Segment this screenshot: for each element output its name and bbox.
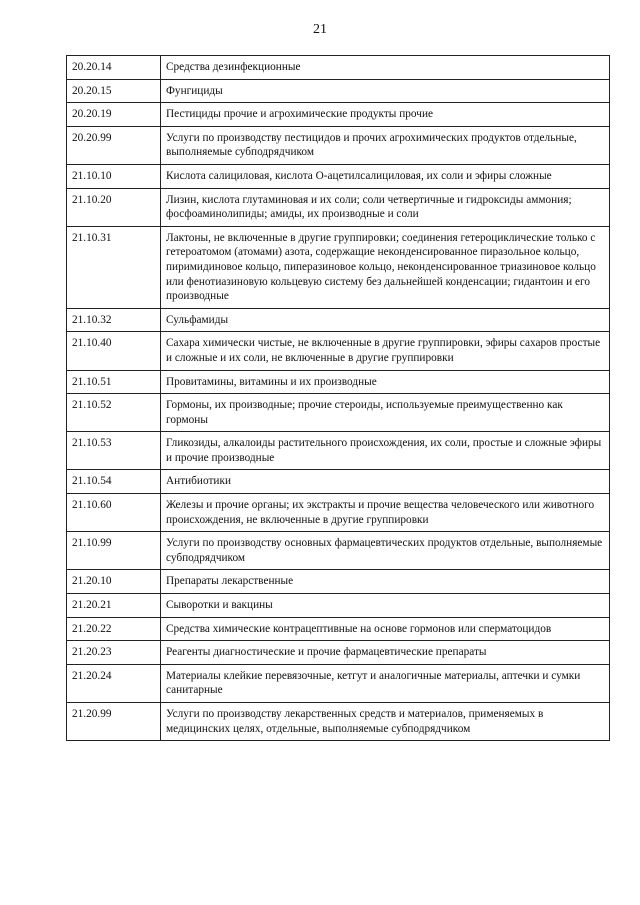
row-code: 21.10.54 (67, 470, 161, 494)
row-description: Услуги по производству основных фармацевтических продуктов отдельные, выполняемые субподрядчиком (161, 532, 610, 570)
row-description: Средства химические контрацептивные на основе гормонов или сперматоцидов (161, 617, 610, 641)
row-code: 20.20.99 (67, 126, 161, 164)
table-row (67, 470, 610, 494)
table-row (67, 103, 610, 127)
row-code: 21.10.31 (67, 226, 161, 308)
row-description: Антибиотики (161, 470, 610, 494)
classification-table (66, 55, 610, 741)
row-description: Пестициды прочие и агрохимические продукты прочие (161, 103, 610, 127)
table-row (67, 617, 610, 641)
table-row (67, 532, 610, 570)
row-code: 21.20.24 (67, 664, 161, 702)
row-code: 21.20.21 (67, 594, 161, 618)
table-row (67, 226, 610, 308)
row-code: 21.20.10 (67, 570, 161, 594)
table-row (67, 594, 610, 618)
row-code: 21.10.20 (67, 188, 161, 226)
row-code: 21.10.32 (67, 308, 161, 332)
table-row (67, 394, 610, 432)
row-description: Сульфамиды (161, 308, 610, 332)
page-number: 21 (313, 22, 327, 37)
row-code: 20.20.19 (67, 103, 161, 127)
table-row (67, 308, 610, 332)
row-code: 21.20.22 (67, 617, 161, 641)
table-row (67, 664, 610, 702)
row-description: Реагенты диагностические и прочие фармацевтические препараты (161, 641, 610, 665)
row-description: Услуги по производству пестицидов и прочих агрохимических продуктов отдельные, выполняемые субподрядчиком (161, 126, 610, 164)
row-code: 21.20.23 (67, 641, 161, 665)
table-row (67, 370, 610, 394)
row-description: Гормоны, их производные; прочие стероиды, используемые преимущественно как гормоны (161, 394, 610, 432)
table-row (67, 56, 610, 80)
row-code: 20.20.14 (67, 56, 161, 80)
table-row (67, 332, 610, 370)
row-code: 21.10.99 (67, 532, 161, 570)
table-row (67, 164, 610, 188)
row-description: Железы и прочие органы; их экстракты и прочие вещества человеческого или животного происхождения, не включенные в другие группировки (161, 494, 610, 532)
table-body (67, 56, 610, 741)
table-row (67, 126, 610, 164)
row-description: Фунгициды (161, 79, 610, 103)
table-row (67, 703, 610, 741)
row-code: 21.10.60 (67, 494, 161, 532)
row-description: Провитамины, витамины и их производные (161, 370, 610, 394)
row-description: Препараты лекарственные (161, 570, 610, 594)
row-description: Услуги по производству лекарственных средств и материалов, применяемых в медицинских целях, отдельные, выполняемые субподрядчиком (161, 703, 610, 741)
row-code: 21.10.10 (67, 164, 161, 188)
row-code: 21.10.40 (67, 332, 161, 370)
table-row (67, 570, 610, 594)
row-code: 21.20.99 (67, 703, 161, 741)
row-description: Лактоны, не включенные в другие группировки; соединения гетероциклические только с гетероатомом (атомами) азота, содержащие неконденсированное пиразольное кольцо, пиримидиновое кольцо, пиперазиновое кольцо, неконденсированное триазиновое кольцо или фенотиазиновую кольцевую систему без дальнейшей конденсации; гидантоин и его производные (161, 226, 610, 308)
row-code: 20.20.15 (67, 79, 161, 103)
row-description: Средства дезинфекционные (161, 56, 610, 80)
row-description: Сыворотки и вакцины (161, 594, 610, 618)
row-code: 21.10.52 (67, 394, 161, 432)
table-row (67, 494, 610, 532)
table-row (67, 79, 610, 103)
table-row (67, 188, 610, 226)
row-description: Материалы клейкие перевязочные, кетгут и аналогичные материалы, аптечки и сумки санитарные (161, 664, 610, 702)
row-description: Лизин, кислота глутаминовая и их соли; соли четвертичные и гидроксиды аммония; фосфоаминолипиды; амиды, их производные и соли (161, 188, 610, 226)
row-description: Гликозиды, алкалоиды растительного происхождения, их соли, простые и сложные эфиры и прочие производные (161, 432, 610, 470)
table-row (67, 641, 610, 665)
row-description: Кислота салициловая, кислота О-ацетилсалициловая, их соли и эфиры сложные (161, 164, 610, 188)
table-row (67, 432, 610, 470)
row-code: 21.10.51 (67, 370, 161, 394)
row-code: 21.10.53 (67, 432, 161, 470)
row-description: Сахара химически чистые, не включенные в другие группировки, эфиры сахаров простые и сложные и их соли, не включенные в другие группировки (161, 332, 610, 370)
